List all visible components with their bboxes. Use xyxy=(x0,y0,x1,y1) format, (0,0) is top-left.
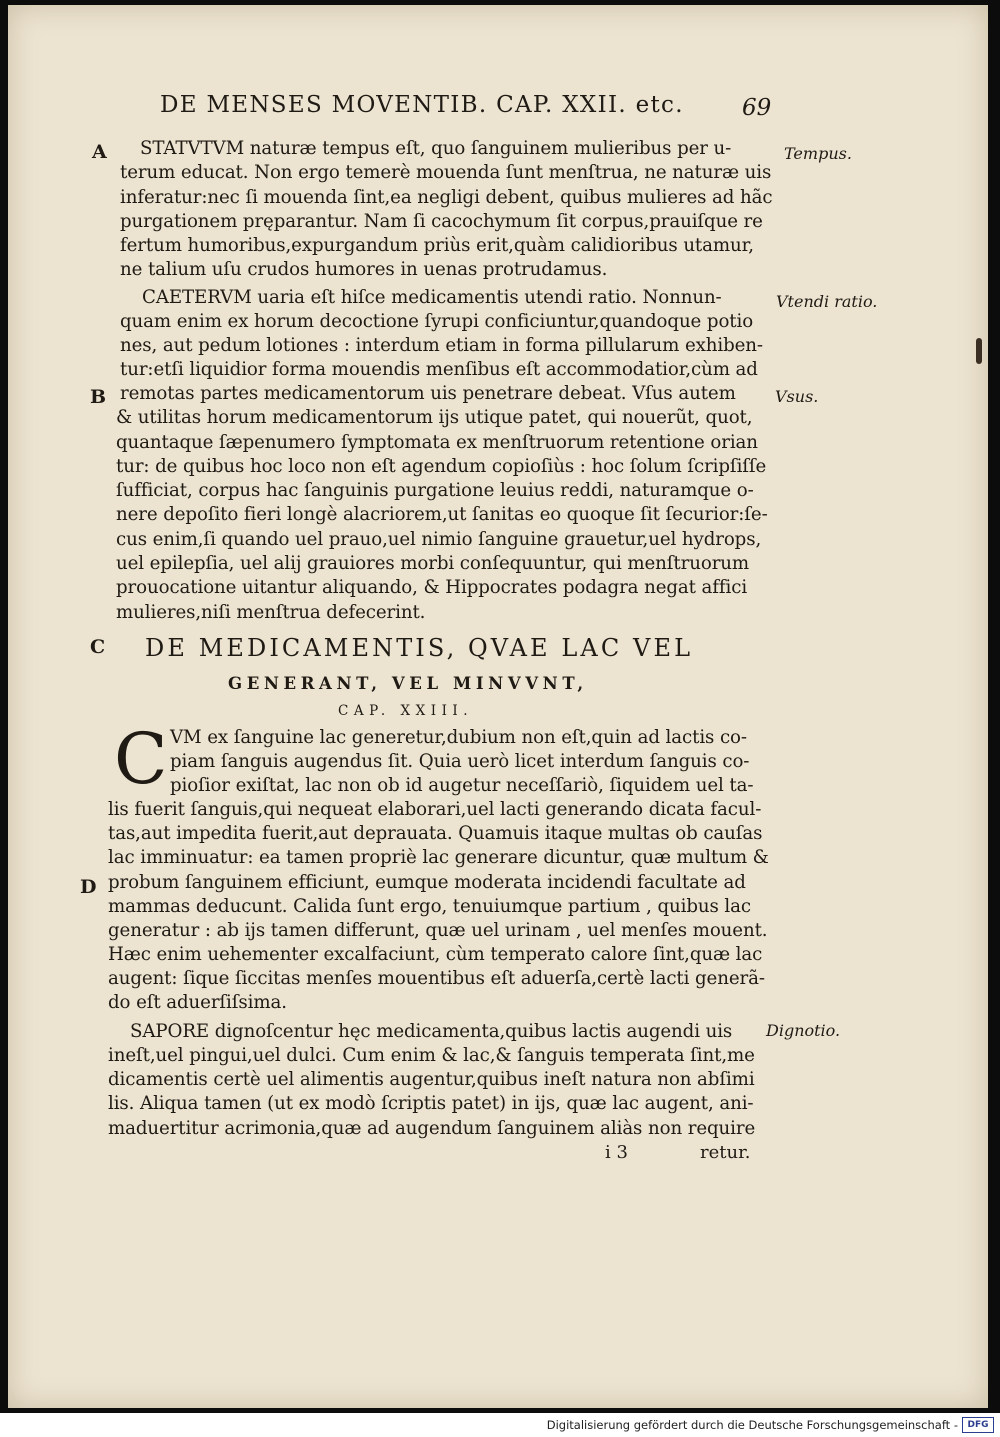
text-line: lac imminuatur: ea tamen propriè lac generare dicuntur, quæ multum & xyxy=(108,847,769,868)
text-line: lis. Aliqua tamen (ut ex modò ſcriptis patet) in ijs, quæ lac augent, ani- xyxy=(108,1093,754,1114)
text-line: dicamentis certè uel alimentis augentur,quibus ineſt natura non abſimi xyxy=(108,1069,755,1090)
text-line: lis fuerit ſanguis,qui nequeat elaborari,uel lacti generando dicata facul- xyxy=(108,799,762,820)
text-line: augent: ſique ſiccitas menſes mouentibus eſt aduerſa,certè lacti generã- xyxy=(108,968,765,989)
chapter-number: CAP. XXIII. xyxy=(338,703,474,719)
text-line: cus enim,ſi quando uel prauo,uel nimio ſanguine grauetur,uel hydrops, xyxy=(116,529,762,550)
text-line: pioſior exiſtat, lac non ob id augetur neceſſariò, ſiquidem uel ta- xyxy=(170,775,754,796)
text-line: generatur : ab ijs tamen differunt, quæ uel urinam , uel menſes mouent. xyxy=(108,920,768,941)
text-line: piam ſanguis augendus ſit. Quia uerò licet interdum ſanguis co- xyxy=(170,751,750,772)
text-line: inferatur:nec ſi mouenda ſint,ea negligi debent, quibus mulieres ad hãc xyxy=(120,187,773,208)
text-line: purgationem pręparantur. Nam ſi cacochymum ſit corpus,prauiſque re xyxy=(120,211,763,232)
section-letter-a: A xyxy=(92,141,107,163)
text-line: ſufficiat, corpus hac ſanguinis purgatione leuius reddi, naturamque o- xyxy=(116,480,754,501)
text-line: & utilitas horum medicamentorum ijs utique patet, qui nouerũt, quot, xyxy=(116,407,753,428)
text-line: tur:etſi liquidior forma mouendis menſibus eſt accommodatior,cùm ad xyxy=(120,359,758,380)
text-line: VM ex ſanguine lac generetur,dubium non eſt,quin ad lactis co- xyxy=(170,727,747,748)
text-line: STATVTVM naturæ tempus eſt, quo ſanguinem mulieribus per u- xyxy=(140,138,732,159)
text-line: ineſt,uel pingui,uel dulci. Cum enim & lac,& ſanguis temperata ſint,me xyxy=(108,1045,755,1066)
marginal-note-dignotio: Dignotio. xyxy=(766,1021,841,1040)
text-line: prouocatione uitantur aliquando, & Hippocrates podagra negat affici xyxy=(116,577,748,598)
text-line: fertum humoribus,expurgandum priùs erit,quàm calidioribus utamur, xyxy=(120,235,754,256)
marginal-note-vtendi-ratio: Vtendi ratio. xyxy=(776,292,878,311)
text-line: quantaque ſæpenumero ſymptomata ex menſtruorum retentione orian xyxy=(116,432,758,453)
page-number: 69 xyxy=(742,95,772,121)
text-line: maduertitur acrimonia,quæ ad augendum ſanguinem aliàs non require xyxy=(108,1118,756,1139)
text-line: do eſt aduerſiſsima. xyxy=(108,992,287,1013)
text-line: Hæc enim uehementer excalfaciunt, cùm temperato calore ſint,quæ lac xyxy=(108,944,763,965)
marginal-note-tempus: Tempus. xyxy=(784,144,852,163)
drop-cap: C xyxy=(114,718,168,800)
section-letter-b: B xyxy=(90,386,107,408)
catchword: retur. xyxy=(700,1142,751,1163)
running-title: DE MENSES MOVENTIB. CAP. XXII. etc. xyxy=(160,92,684,118)
signature-mark: i 3 xyxy=(605,1142,628,1163)
marginal-note-vsus: Vsus. xyxy=(775,387,819,406)
text-line: remotas partes medicamentorum uis penetrare debeat. Vſus autem xyxy=(120,383,736,404)
section-letter-c: C xyxy=(90,636,106,658)
text-line: CAETERVM uaria eſt hiſce medicamentis utendi ratio. Nonnun- xyxy=(142,287,722,308)
binding-clip xyxy=(976,338,982,364)
text-line: SAPORE dignoſcentur hęc medicamenta,quibus lactis augendi uis xyxy=(130,1021,733,1042)
text-line: mulieres,niſi menſtrua defecerint. xyxy=(116,602,426,623)
chapter-title-line-2: GENERANT, VEL MINVVNT, xyxy=(228,674,588,693)
section-letter-d: D xyxy=(80,876,97,898)
funding-credit: Digitalisierung gefördert durch die Deutsche Forschungsgemeinschaft - xyxy=(546,1418,958,1432)
dfg-logo: DFG xyxy=(962,1417,994,1433)
text-line: tas,aut impedita fuerit,aut deprauata. Quamuis itaque multas ob cauſas xyxy=(108,823,763,844)
text-line: mammas deducunt. Calida ſunt ergo, tenuiumque partium , quibus lac xyxy=(108,896,751,917)
text-line: terum educat. Non ergo temerè mouenda ſunt menſtrua, ne naturæ uis xyxy=(120,162,772,183)
chapter-title-line-1: DE MEDICAMENTIS, QVAE LAC VEL xyxy=(145,634,694,662)
text-line: ne talium uſu crudos humores in uenas protrudamus. xyxy=(120,259,608,280)
text-line: tur: de quibus hoc loco non eſt agendum copioſiùs : hoc ſolum ſcripſiſſe xyxy=(116,456,767,477)
text-line: uel epilepſia, uel alij grauiores morbi conſequuntur, qui menſtruorum xyxy=(116,553,750,574)
text-line: nes, aut pedum lotiones : interdum etiam in forma pillularum exhiben- xyxy=(120,335,763,356)
text-line: nere depoſito fieri longè alacriorem,ut ſanitas eo quoque ſit ſecurior:ſe- xyxy=(116,504,768,525)
text-line: quam enim ex horum decoctione ſyrupi conficiuntur,quandoque potio xyxy=(120,311,754,332)
text-line: probum ſanguinem efficiunt, eumque moderata incidendi facultate ad xyxy=(108,872,746,893)
